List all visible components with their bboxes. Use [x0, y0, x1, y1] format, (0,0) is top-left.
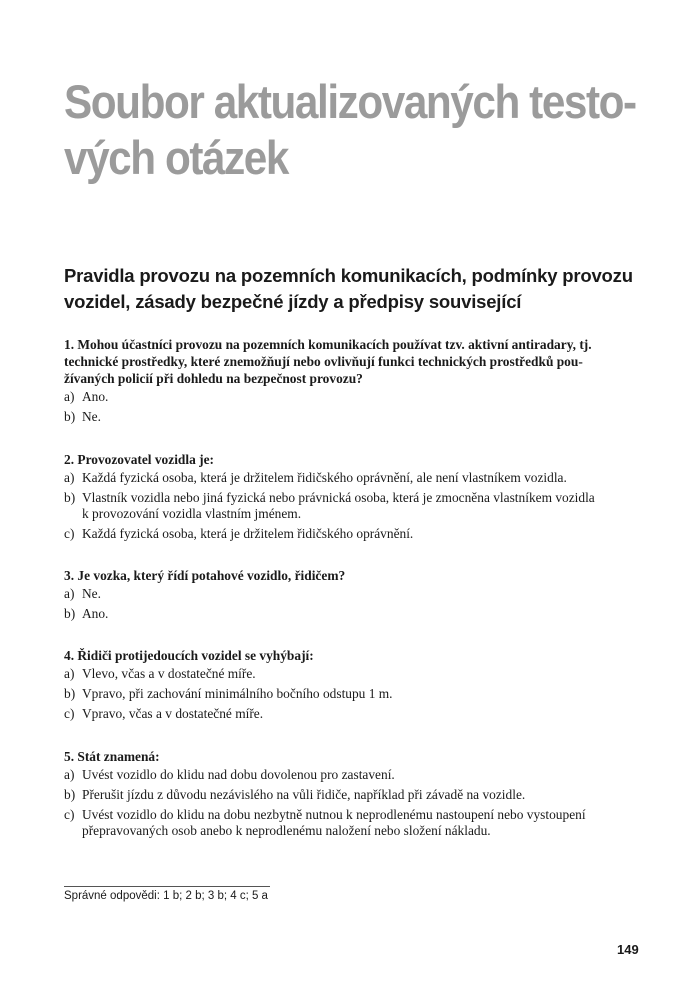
section-heading-line: Pravidla provozu na pozemních komunikacích, podmínky provozu [64, 265, 633, 286]
answer-text: Uvést vozidlo do klidu nad dobu dovolenou pro zastavení. [82, 767, 395, 782]
answer-option [64, 787, 644, 803]
answer-option [64, 389, 644, 405]
question-text-line: 1. Mohou účastníci provozu na pozemních komunikacích používat tzv. aktivní antiradary, tj. [64, 337, 592, 352]
answer-option [64, 606, 644, 622]
answer-text: Přerušit jízdu z důvodu nezávislého na vůli řidiče, například při závadě na vozidle. [82, 787, 526, 802]
answer-letter: a) [64, 389, 75, 404]
page-title [64, 74, 636, 186]
question-5 [64, 748, 644, 839]
question-text [64, 451, 644, 468]
answer-option [64, 409, 644, 425]
answer-letter: a) [64, 470, 75, 485]
answer-option [64, 807, 644, 839]
answer-option [64, 686, 644, 702]
answer-letter: b) [64, 606, 76, 621]
question-text-line: 3. Je vozka, který řídí potahové vozidlo, řidičem? [64, 568, 346, 583]
answer-letter: a) [64, 767, 75, 782]
question-text-line: 2. Provozovatel vozidla je: [64, 452, 214, 467]
question-2 [64, 451, 644, 542]
answer-letter: a) [64, 586, 75, 601]
footnote-divider [64, 886, 270, 887]
answer-text: Ne. [82, 586, 101, 601]
question-3 [64, 567, 644, 622]
answer-text: Každá fyzická osoba, která je držitelem řidičského oprávnění, ale není vlastníkem vozidla. [82, 470, 567, 485]
question-text [64, 647, 644, 664]
answer-text: Každá fyzická osoba, která je držitelem řidičského oprávnění. [82, 526, 414, 541]
answer-text: Vpravo, včas a v dostatečné míře. [82, 706, 264, 721]
answer-option [64, 490, 644, 522]
question-list [64, 336, 644, 843]
answer-letter: c) [64, 526, 75, 541]
footnote-correct-answers: Správné odpovědi: 1 b; 2 b; 3 b; 4 c; 5 a [64, 890, 268, 902]
answer-text: Vlastník vozidla nebo jiná fyzická nebo právnická osoba, která je zmocněna vlastníkem vozidla [82, 490, 595, 505]
question-text-line: technické prostředky, které znemožňují nebo ovlivňují funkci technických prostředků pou- [64, 354, 583, 369]
question-1 [64, 336, 644, 425]
answer-letter: b) [64, 490, 76, 505]
question-text-line: žívaných policií při dohledu na bezpečnost provozu? [64, 371, 363, 386]
question-text-line: 4. Řidiči protijedoucích vozidel se vyhýbají: [64, 648, 314, 663]
question-text-line: 5. Stát znamená: [64, 749, 160, 764]
answer-option [64, 767, 644, 783]
answer-text: přepravovaných osob anebo k neprodlenému naložení nebo složení nákladu. [82, 823, 491, 838]
answer-letter: b) [64, 787, 76, 802]
question-4 [64, 647, 644, 722]
page-number: 149 [617, 942, 639, 957]
answer-text: Ne. [82, 409, 101, 424]
answer-option [64, 586, 644, 602]
answer-letter: a) [64, 666, 75, 681]
answer-option [64, 666, 644, 682]
answer-letter: c) [64, 706, 75, 721]
answer-option [64, 470, 644, 486]
answer-text: k provozování vozidla vlastním jménem. [82, 506, 302, 521]
section-heading [64, 263, 684, 315]
answer-text: Ano. [82, 606, 109, 621]
question-text [64, 336, 644, 387]
title-line: Soubor aktualizovaných testo- [64, 75, 636, 128]
question-text [64, 748, 644, 765]
answer-text: Uvést vozidlo do klidu na dobu nezbytně nutnou k neprodlenému nastoupení nebo vystoupení [82, 807, 586, 822]
answer-letter: b) [64, 686, 76, 701]
answer-letter: b) [64, 409, 76, 424]
answer-option [64, 526, 644, 542]
question-text [64, 567, 644, 584]
title-line: vých otázek [64, 131, 288, 184]
answer-text: Ano. [82, 389, 109, 404]
answer-text: Vlevo, včas a v dostatečné míře. [82, 666, 256, 681]
answer-letter: c) [64, 807, 75, 822]
answer-text: Vpravo, při zachování minimálního bočního odstupu 1 m. [82, 686, 393, 701]
answer-option [64, 706, 644, 722]
section-heading-line: vozidel, zásady bezpečné jízdy a předpisy související [64, 291, 522, 312]
